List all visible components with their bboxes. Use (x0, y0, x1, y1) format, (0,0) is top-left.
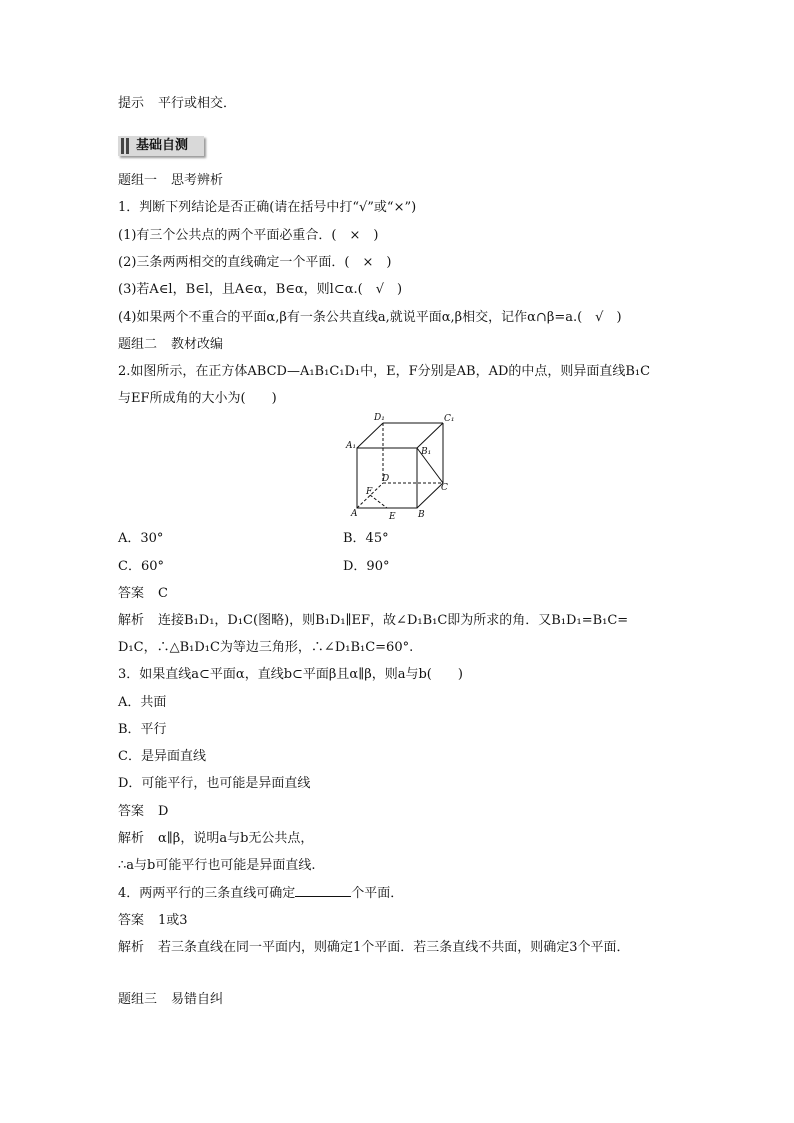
segment-ef (370, 495, 387, 508)
q3-analysis-line1 (118, 830, 313, 848)
answer-label: 答案 (118, 586, 145, 601)
fill-in-blank (295, 884, 351, 897)
label-f: F (366, 487, 373, 497)
q4-stem-before: 4．两两平行的三条直线可确定 (118, 886, 296, 901)
analysis-label: 解析 (118, 613, 145, 628)
q4-analysis (118, 939, 630, 957)
analysis-text: 若三条直线在同一平面内，则确定1个平面．若三条直线不共面，则确定3个平面． (158, 940, 630, 955)
label-d1: D₁ (374, 413, 385, 423)
hint-label: 提示 (118, 96, 145, 111)
q1-item-3: (3)若A∈l，B∈l，且A∈α，B∈α，则l⊂α.( √ ) (118, 282, 403, 297)
analysis-text: 连接B₁D₁，D₁C(图略)，则B₁D₁∥EF，故∠D₁B₁C即为所求的角．又B₁D₁=B₁C= (158, 613, 629, 628)
answer-value: 1或3 (158, 913, 188, 928)
banner-bar-icon (126, 138, 129, 154)
q3-analysis-line2: ∴a与b可能平行也可能是异面直线. (118, 858, 316, 873)
label-e: E (389, 512, 396, 522)
group1-heading (118, 172, 223, 190)
label-c1: C₁ (444, 414, 455, 424)
label-a: A (351, 509, 358, 519)
q2-stem-line1: 2.如图所示，在正方体ABCD—A₁B₁C₁D₁中，E，F分别是AB，AD的中点，则异面直线B₁C (118, 364, 651, 379)
q2-answer (118, 585, 168, 603)
q1-stem: 1．判断下列结论是否正确(请在括号中打“√”或“×”) (118, 200, 417, 215)
q3-answer (118, 803, 168, 821)
label-a1: A₁ (346, 441, 357, 451)
label-d: D (382, 474, 390, 484)
hint-text: 平行或相交． (158, 96, 237, 111)
q2-option-c: C．60° (118, 559, 164, 574)
group2-name: 教材改编 (171, 337, 224, 352)
q3-option-c: C．是异面直线 (118, 749, 206, 764)
answer-label: 答案 (118, 913, 145, 928)
hint-line (118, 95, 236, 113)
q2-analysis-line2: D₁C，∴△B₁D₁C为等边三角形，∴∠D₁B₁C=60°. (118, 640, 414, 655)
cube-figure (340, 410, 460, 522)
q1-item-2: (2)三条两两相交的直线确定一个平面．( × ) (118, 255, 392, 270)
group1-name: 思考辨析 (171, 173, 224, 188)
cube-edge (417, 483, 443, 508)
analysis-label: 解析 (118, 831, 145, 846)
group3-name: 易错自纠 (171, 992, 224, 1007)
q2-option-a: A．30° (118, 531, 164, 546)
group1-title: 题组一 (118, 173, 158, 188)
answer-value: C (158, 586, 168, 601)
cube-edge (417, 423, 443, 448)
q1-item-4: (4)如果两个不重合的平面α,β有一条公共直线a,就说平面α,β相交，记作α∩β=a.( √ ) (118, 310, 622, 325)
q4-stem (118, 884, 403, 903)
q3-option-b: B．平行 (118, 722, 167, 737)
group2-heading (118, 336, 223, 354)
label-b: B (418, 510, 425, 520)
analysis-label: 解析 (118, 940, 145, 955)
q2-option-b: B．45° (343, 531, 389, 546)
answer-label: 答案 (118, 804, 145, 819)
q3-stem: 3．如果直线a⊂平面α，直线b⊂平面β且α∥β，则a与b( ) (118, 667, 463, 682)
group3-heading (118, 991, 223, 1009)
q2-analysis-line1 (118, 612, 628, 630)
section-title: 基础自测 (136, 138, 189, 153)
q4-stem-after: 个平面． (351, 886, 404, 901)
q3-option-d: D．可能平行，也可能是异面直线 (118, 776, 311, 791)
q2-option-d: D．90° (343, 559, 390, 574)
label-c: C (441, 483, 448, 493)
q1-item-1: (1)有三个公共点的两个平面必重合．( × ) (118, 228, 379, 243)
q2-stem-line2: 与EF所成角的大小为( ) (118, 391, 277, 406)
section-banner (118, 136, 204, 156)
answer-value: D (158, 804, 169, 819)
cube-edge (357, 423, 383, 448)
group2-title: 题组二 (118, 337, 158, 352)
q4-answer (118, 912, 188, 930)
group3-title: 题组三 (118, 992, 158, 1007)
label-b1: B₁ (421, 447, 432, 457)
banner-bar-icon (121, 138, 124, 154)
q3-option-a: A．共面 (118, 695, 167, 710)
analysis-text: α∥β，说明a与b无公共点， (158, 831, 314, 846)
